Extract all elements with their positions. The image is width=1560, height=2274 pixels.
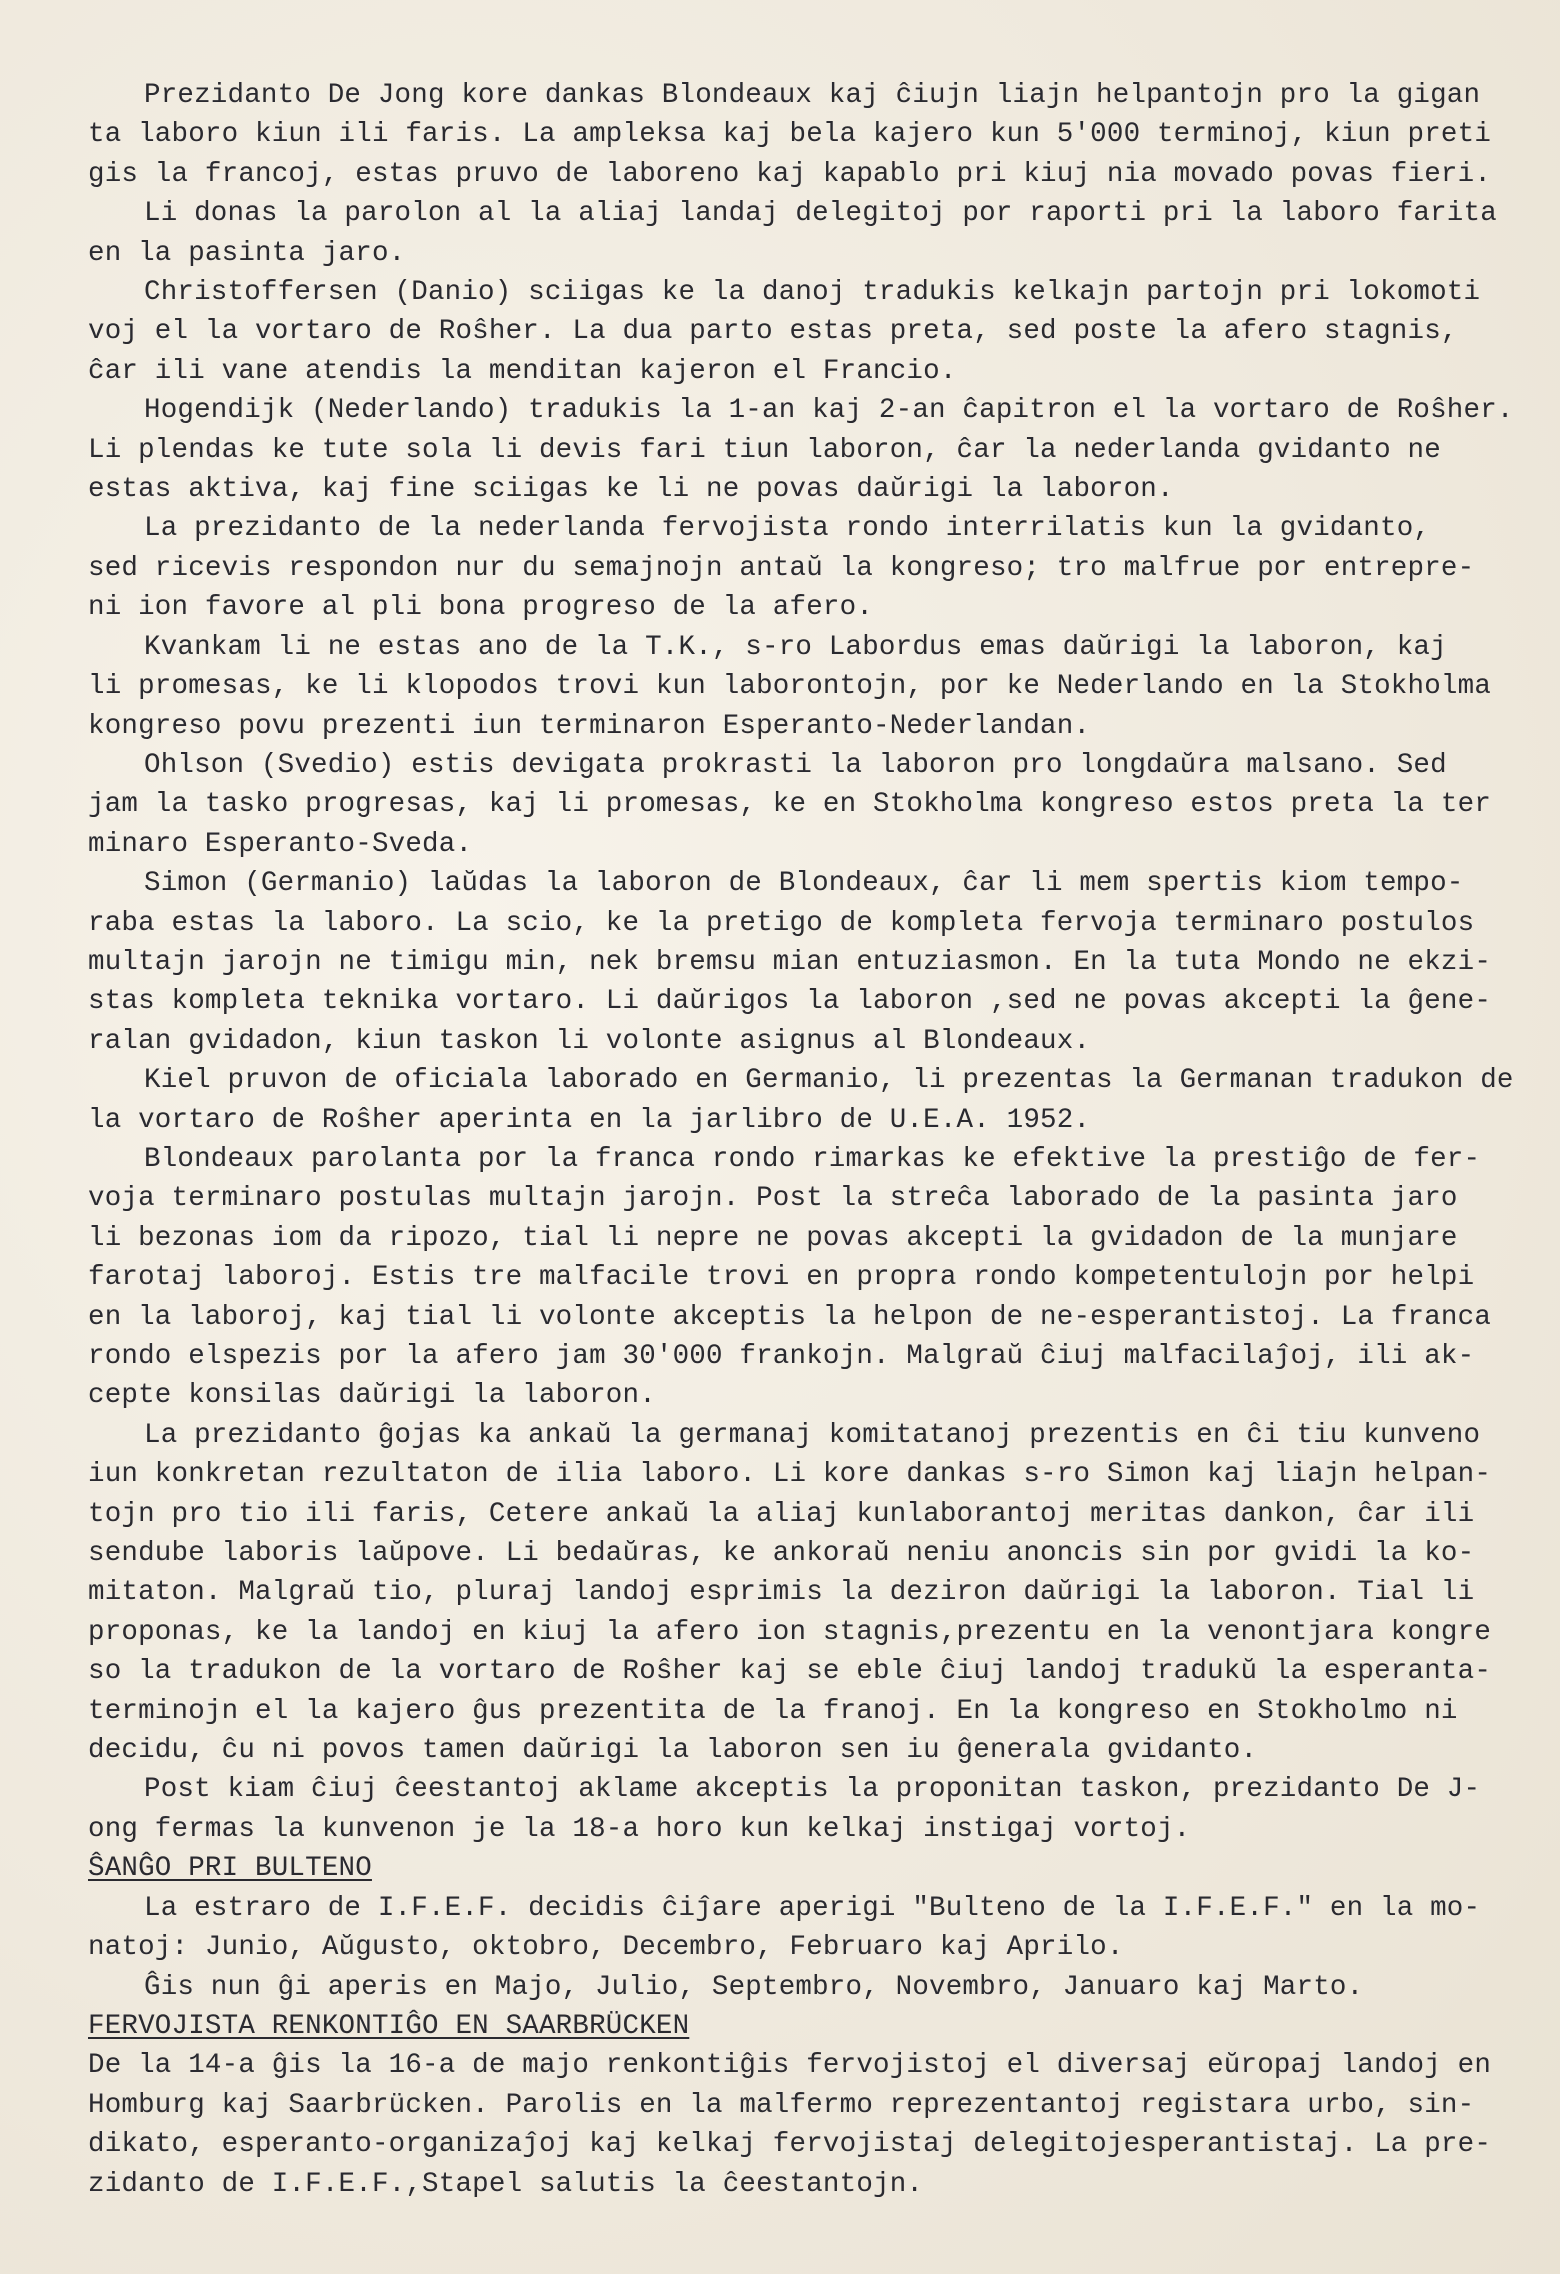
text-line: Prezidanto De Jong kore dankas Blondeaux kaj ĉiujn liajn helpantojn pro la gigan <box>144 80 1481 111</box>
text-line: en la laboroj, kaj tial li volonte akceptis la helpon de ne-esperantistoj. La franca <box>88 1301 1492 1333</box>
text-line: multajn jarojn ne timigu min, nek bremsu mian entuziasmon. En la tuta Mondo ne ekzi- <box>88 946 1492 978</box>
text-line: tojn pro tio ili faris, Cetere ankaŭ la aliaj kunlaborantoj meritas dankon, ĉar ili <box>88 1498 1475 1530</box>
paragraph <box>88 1889 1538 1968</box>
paragraph <box>88 273 1538 391</box>
paragraph <box>88 2046 1538 2204</box>
paragraph <box>88 1416 1538 1771</box>
text-line: Li donas la parolon al la aliaj landaj delegitoj por raporti pri la laboro farita <box>144 198 1497 230</box>
text-line: minaro Esperanto-Sveda. <box>88 828 473 860</box>
text-line: decidu, ĉu ni povos tamen daŭrigi la laboron sen iu ĝenerala gvidanto. <box>88 1735 1258 1767</box>
text-line: li promesas, ke li klopodos trovi kun laborontojn, por ke Nederlando en la Stokholma <box>88 671 1492 703</box>
section-heading: ŜANĜO PRI BULTENO <box>88 1853 372 1885</box>
text-line: De la 14-a ĝis la 16-a de majo renkontiĝis fervojistoj el diversaj eŭropaj landoj en <box>88 2050 1492 2082</box>
paragraph <box>88 864 1538 1061</box>
text-line: La prezidanto de la nederlanda fervojista rondo interrilatis kun la gvidanto, <box>144 513 1431 545</box>
text-line: Li plendas ke tute sola li devis fari tiun laboron, ĉar la nederlanda gvidanto ne <box>88 434 1441 466</box>
text-line: ong fermas la kunvenon je la 18-a horo kun kelkaj instigaj vortoj. <box>88 1813 1191 1845</box>
paragraph <box>88 509 1538 627</box>
text-line: raba estas la laboro. La scio, ke la pretigo de kompleta fervoja terminaro postulos <box>88 907 1475 939</box>
text-line: cepte konsilas daŭrigi la laboron. <box>88 1380 656 1412</box>
paragraph <box>88 391 1538 509</box>
text-line: sed ricevis respondon nur du semajnojn antaŭ la kongreso; tro malfrue por entrepre- <box>88 552 1475 584</box>
text-line: estas aktiva, kaj fine sciigas ke li ne povas daŭrigi la laboron. <box>88 474 1174 506</box>
text-line: stas kompleta teknika vortaro. Li daŭrigos la laboron ,sed ne povas akcepti la ĝene- <box>88 986 1492 1018</box>
text-line: Homburg kaj Saarbrücken. Parolis en la malfermo reprezentantoj registara urbo, sin- <box>88 2089 1475 2121</box>
paragraph <box>88 76 1538 194</box>
paragraph <box>88 628 1538 746</box>
text-line: ni ion favore al pli bona progreso de la afero. <box>88 592 874 624</box>
text-line: ralan gvidadon, kiun taskon li volonte asignus al Blondeaux. <box>88 1025 1091 1057</box>
paragraph <box>88 194 1538 273</box>
text-line: Christoffersen (Danio) sciigas ke la danoj tradukis kelkajn partojn pri lokomoti <box>144 277 1481 309</box>
text-line: voj el la vortaro de Roŝher. La dua parto estas preta, sed poste la afero stagnis, <box>88 316 1458 348</box>
paragraph <box>88 1770 1538 1849</box>
text-line: voja terminaro postulas multajn jarojn. Post la streĉa laborado de la pasinta jaro <box>88 1183 1458 1215</box>
paragraph <box>88 1968 1538 2007</box>
text-line: La prezidanto ĝojas ka ankaŭ la germanaj komitatanoj prezentis en ĉi tiu kunveno <box>144 1419 1481 1451</box>
paragraph <box>88 1061 1538 1140</box>
text-line: Hogendijk (Nederlando) tradukis la 1-an kaj 2-an ĉapitron el la vortaro de Roŝher. <box>144 395 1514 427</box>
text-line: Kvankam li ne estas ano de la T.K., s-ro Labordus emas daŭrigi la laboron, kaj <box>144 631 1447 663</box>
text-line: ĉar ili vane atendis la menditan kajeron el Francio. <box>88 355 957 387</box>
text-line: mitaton. Malgraŭ tio, pluraj landoj esprimis la deziron daŭrigi la laboron. Tial li <box>88 1577 1475 1609</box>
text-line: la vortaro de Roŝher aperinta en la jarlibro de U.E.A. 1952. <box>88 1104 1091 1136</box>
text-line: natoj: Junio, Aŭgusto, oktobro, Decembro, Februaro kaj Aprilo. <box>88 1932 1124 1964</box>
text-line: sendube laboris laŭpove. Li bedaŭras, ke ankoraŭ neniu anoncis sin por gvidi la ko- <box>88 1538 1475 1570</box>
text-line: kongreso povu prezenti iun terminaron Esperanto-Nederlandan. <box>88 710 1091 742</box>
text-line: rondo elspezis por la afero jam 30'000 frankojn. Malgraŭ ĉiuj malfacilaĵoj, ili ak- <box>88 1341 1475 1372</box>
paragraph <box>88 1140 1538 1416</box>
text-line: Ohlson (Svedio) estis devigata prokrasti la laboron pro longdaŭra malsano. Sed <box>144 749 1447 781</box>
text-line: dikato, esperanto-organizaĵoj kaj kelkaj fervojistaj delegitojesperantistaj. La pre- <box>88 2129 1492 2161</box>
text-line: zidanto de I.F.E.F.,Stapel salutis la ĉeestantojn. <box>88 2168 924 2200</box>
text-line: li bezonas iom da ripozo, tial li nepre ne povas akcepti la gvidadon de la munjare <box>88 1222 1458 1254</box>
text-line: en la pasinta jaro. <box>88 237 406 269</box>
text-line: Ĝis nun ĝi aperis en Majo, Julio, Septembro, Novembro, Januaro kaj Marto. <box>144 1971 1364 2003</box>
text-line: iun konkretan rezultaton de ilia laboro. Li kore dankas s-ro Simon kaj liajn helpan- <box>88 1459 1492 1491</box>
text-line: Kiel pruvon de oficiala laborado en Germanio, li prezentas la Germanan tradukon de <box>144 1065 1514 1097</box>
text-line: jam la tasko progresas, kaj li promesas, ke en Stokholma kongreso estos preta la ter <box>88 789 1492 821</box>
text-line: Post kiam ĉiuj ĉeestantoj aklame akceptis la proponitan taskon, prezidanto De J- <box>144 1774 1481 1806</box>
text-line: proponas, ke la landoj en kiuj la afero ion stagnis,prezentu en la venontjara kongre <box>88 1616 1492 1648</box>
text-line: farotaj laboroj. Estis tre malfacile trovi en propra rondo kompetentulojn por helpi <box>88 1262 1475 1294</box>
text-line: Blondeaux parolanta por la franca rondo rimarkas ke efektive la prestiĝo de fer- <box>144 1143 1481 1175</box>
document-body <box>88 76 1538 2204</box>
text-line: terminojn el la kajero ĝus prezentita de la franoj. En la kongreso en Stokholmo ni <box>88 1695 1458 1727</box>
text-line: Simon (Germanio) laŭdas la laboron de Blondeaux, ĉar li mem spertis kiom tempo- <box>144 868 1464 900</box>
paragraph <box>88 746 1538 864</box>
text-line: gis la francoj, estas pruvo de laboreno kaj kapablo pri kiuj nia movado povas fieri. <box>88 158 1492 190</box>
section-heading: FERVOJISTA RENKONTIĜO EN SAARBRÜCKEN <box>88 2010 690 2042</box>
text-line: La estraro de I.F.E.F. decidis ĉiĵare aperigi "Bulteno de la I.F.E.F." en la mo- <box>144 1892 1481 1924</box>
text-line: so la tradukon de la vortaro de Roŝher kaj se eble ĉiuj landoj tradukŭ la esperanta- <box>88 1656 1492 1688</box>
text-line: ta laboro kiun ili faris. La ampleksa kaj bela kajero kun 5'000 terminoj, kiun preti <box>88 119 1492 151</box>
